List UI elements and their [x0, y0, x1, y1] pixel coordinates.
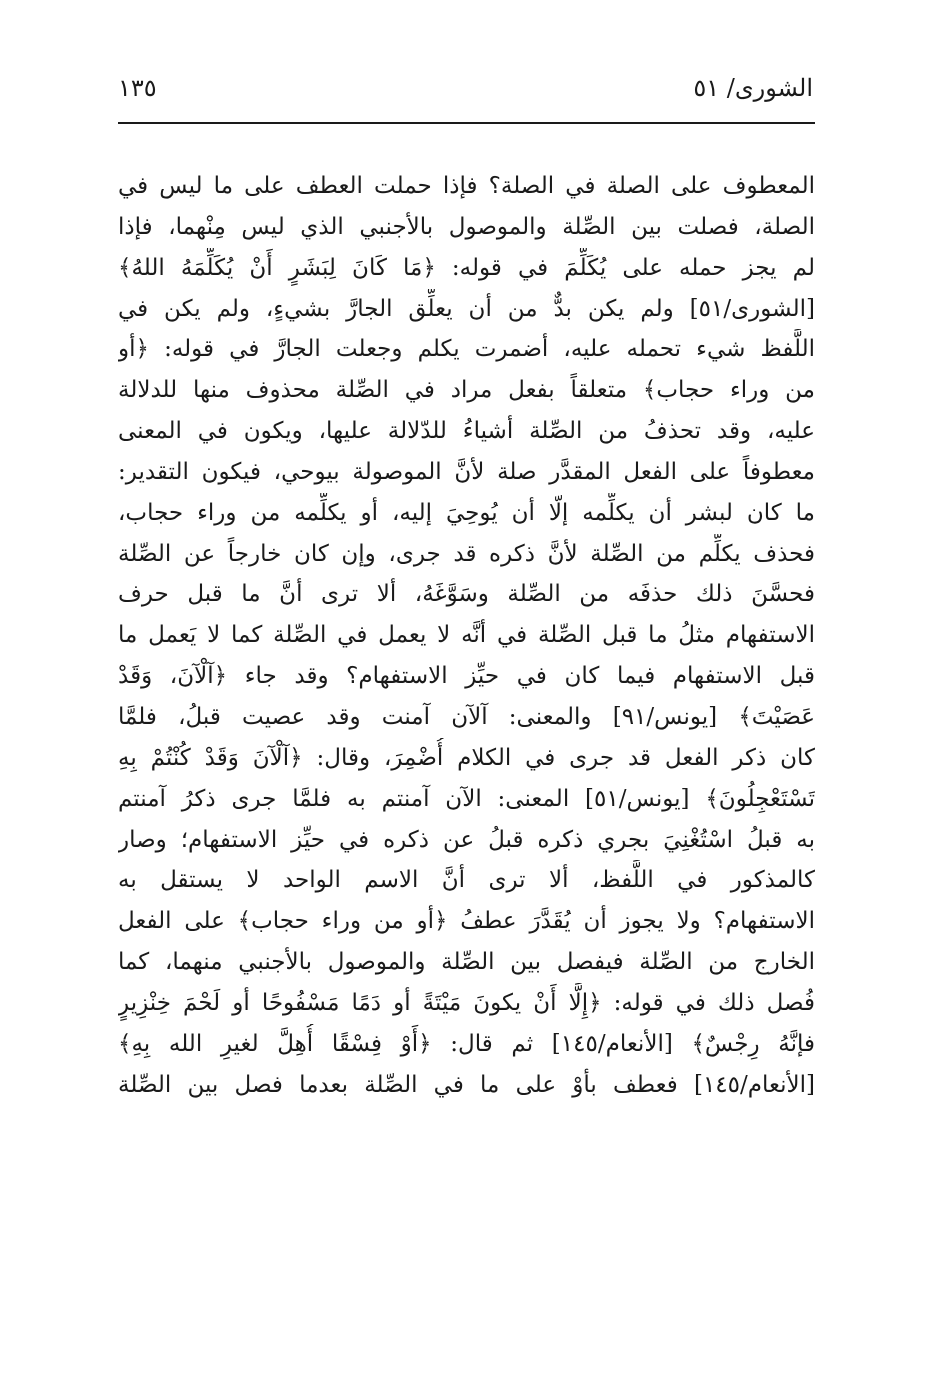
body-text [118, 166, 815, 1105]
text-line: [الأنعام/١٤٥] فعطف بأوْ على ما في الصِّلة بعدما فصل بين الصِّلة [118, 1071, 815, 1098]
text-line: فُصل ذلك في قوله: ﴿إِلَّا أَنْ يكونَ مَيْتَةً أو دَمًا مَسْفُوحًا أو لَحْمَ خِنْزِيرٍ [118, 989, 815, 1016]
running-header [118, 70, 813, 110]
text-line: تَسْتَعْجِلُونَ﴾ [يونس/٥١] المعنى: الآن آمنتم به فلمَّا جرى ذكرُ آمنتم [118, 785, 815, 812]
chapter-reference: الشورى/ ٥١ [693, 74, 813, 102]
text-line: قبل الاستفهام فيما كان في حيِّز الاستفهام؟ وقد جاء ﴿آلْآنَ، وَقَدْ [118, 663, 815, 690]
text-line: كالمذكور في اللَّفظ، ألا ترى أنَّ الاسم الواحد لا يستقل به [118, 867, 815, 894]
text-line: الاستفهام مثلُ ما قبل الصِّلة في أنَّه لا يعمل في الصِّلة كما لا يَعمل ما [118, 622, 815, 649]
text-line: الصلة، فصلت بين الصِّلة والموصول بالأجنبي الذي ليس مِنْهما، فإذا [118, 213, 815, 240]
text-line: من وراء حجاب﴾ متعلقاً بفعل مراد في الصِّلة محذوف منها للدلالة [118, 377, 815, 404]
text-line: اللَّفظ شيء تحمله عليه، أضمرت يكلم وجعلت الجارَّ في قوله: ﴿أو [118, 336, 815, 363]
text-line: [الشورى/٥١] ولم يكن بدٌّ من أن يعلِّق الجارَّ بشيءٍ، ولم يكن في [118, 295, 815, 322]
text-line: فإنَّهُ رِجْسٌ﴾ [الأنعام/١٤٥] ثم قال: ﴿أَوْ فِسْقًا أُهِلَّ لغيرِ الله بِهِ﴾ [118, 1030, 815, 1057]
text-line: الخارج من الصِّلة فيفصل بين الصِّلة والموصول بالأجنبي منهما، كما [118, 949, 815, 976]
text-line: فحذف يكلِّم من الصِّلة لأنَّ ذكره قد جرى، وإن كان خارجاً عن الصِّلة [118, 540, 815, 567]
text-line: المعطوف على الصلة في الصلة؟ فإذا حملت العطف على ما ليس في [118, 173, 815, 199]
text-line: به قبلُ اسْتُغْنِيَ بجري ذكره قبلُ عن ذكره في حيِّز الاستفهام؛ وصار [118, 826, 815, 853]
text-line: عليه، وقد تحذفُ من الصِّلة أشياءُ للدّلالة عليها، ويكون في المعنى [118, 418, 815, 445]
text-line: ما كان لبشر أن يكلِّمه إلّا أن يُوحِيَ إليه، أو يكلِّمه من وراء حجاب، [118, 499, 815, 526]
header-rule [118, 122, 815, 124]
text-line: الاستفهام؟ ولا يجوز أن يُقَدَّرَ عطفُ ﴿أو من وراء حجاب﴾ على الفعل [118, 908, 815, 935]
text-line: معطوفاً على الفعل المقدَّر صلة لأنَّ الموصولة بيوحي، فيكون التقدير: [118, 458, 815, 485]
text-line: لم يجز حمله على يُكَلِّمَ في قوله: ﴿مَا كَانَ لِبَشَرٍ أَنْ يُكَلِّمَهُ اللهُ﴾ [118, 254, 815, 281]
page-number: ١٣٥ [118, 74, 157, 102]
text-line: عَصَيْتَ﴾ [يونس/٩١] والمعنى: آلآن آمنت وقد عصيت قبلُ، فلمَّا [118, 703, 815, 730]
text-line: كان ذكر الفعل قد جرى في الكلام أُضْمِرَ، وقال: ﴿آلْآنَ وَقَدْ كُنْتُمْ بِهِ [118, 744, 815, 771]
text-line: فحسَّنَ ذلك حذفَه من الصِّلة وسَوَّغَهُ، ألا ترى أنَّ ما قبل حرف [118, 581, 815, 608]
